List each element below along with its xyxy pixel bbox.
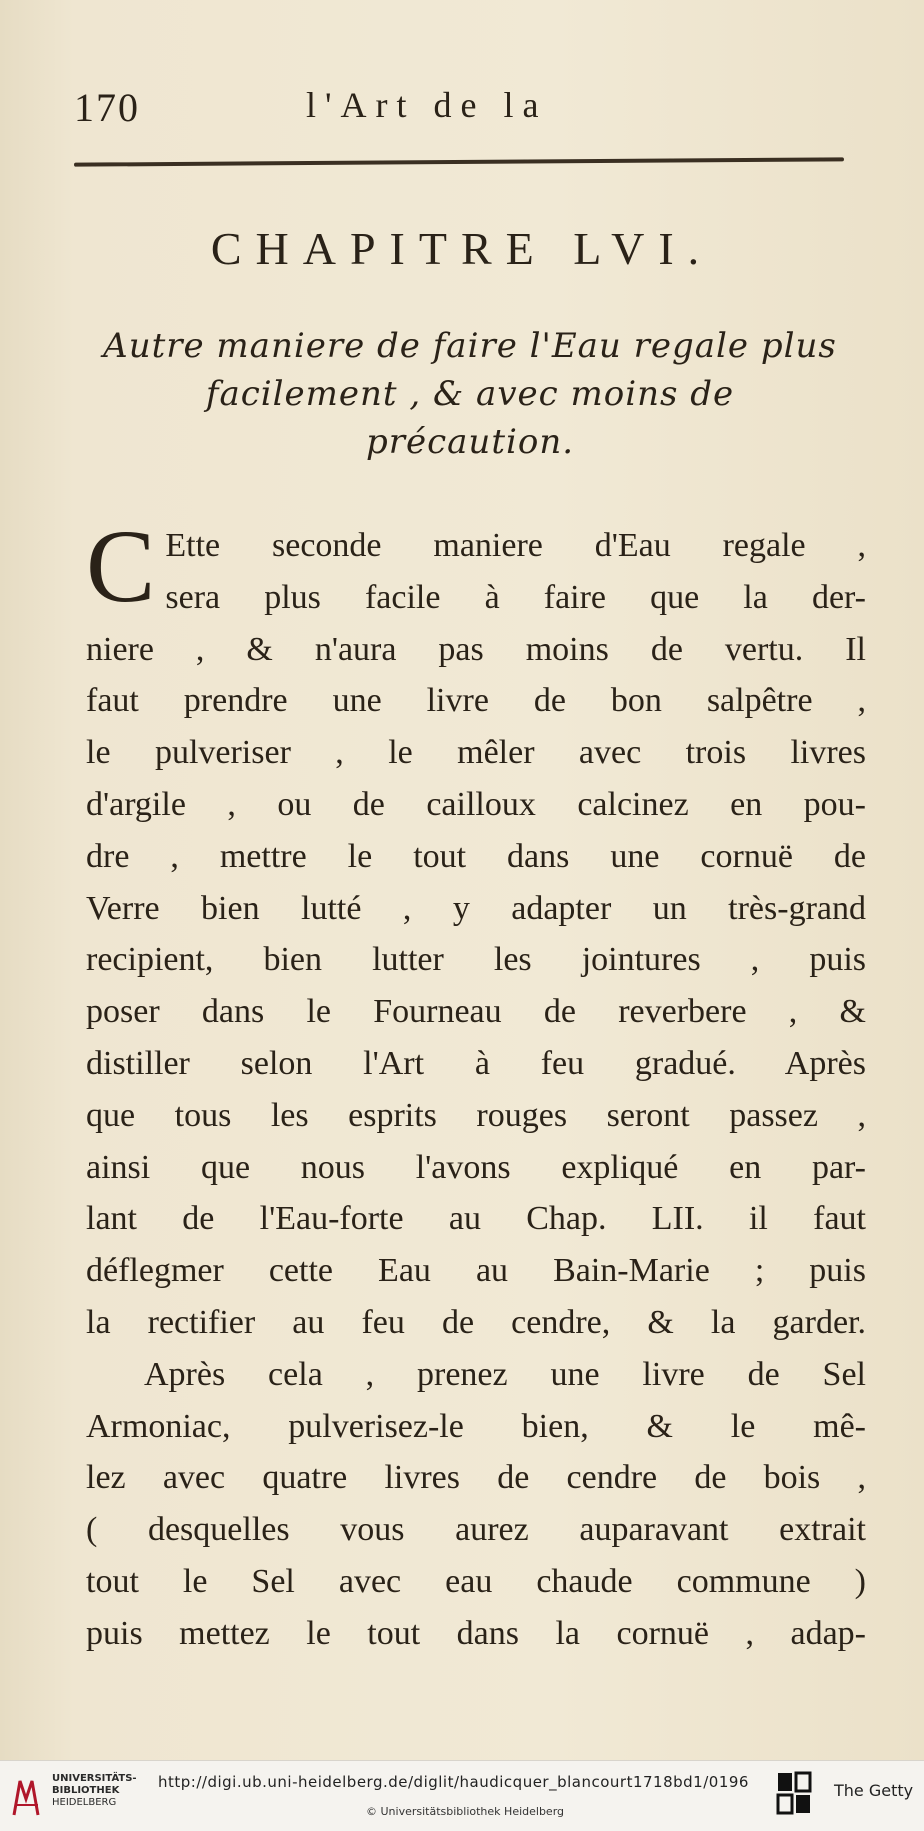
institution-name: UNIVERSITÄTS- BIBLIOTHEK HEIDELBERG	[52, 1773, 137, 1808]
copyright-notice: © Universitätsbibliothek Heidelberg	[366, 1805, 565, 1818]
body-text	[86, 509, 866, 1660]
page-number: 170	[74, 85, 140, 130]
text-line: ainsi que nous l'avons expliqué en par-	[86, 1148, 866, 1186]
text-line: tout le Sel avec eau chaude commune )	[86, 1562, 866, 1600]
text-line: d'argile , ou de cailloux calcinez en pou-	[86, 785, 866, 823]
text-line: recipient, bien lutter les jointures , puis	[86, 941, 866, 979]
viewer-footer	[0, 1760, 924, 1831]
text-line: lez avec quatre livres de cendre de bois ,	[86, 1459, 866, 1497]
text-line: ( desquelles vous aurez auparavant extrait	[86, 1511, 866, 1549]
text-line: poser dans le Fourneau de reverbere , &	[86, 993, 866, 1031]
subtitle-line: Autre maniere de faire l'Eau regale plus	[103, 326, 837, 366]
text-line: la rectifier au feu de cendre, & la garder.	[86, 1303, 866, 1341]
subtitle-line: facilement , & avec moins de	[205, 374, 735, 414]
text-line: lant de l'Eau-forte au Chap. LII. il faut	[86, 1200, 866, 1238]
chapter-subtitle	[90, 322, 850, 466]
university-logo-icon	[10, 1775, 44, 1817]
partner-name: The Getty	[834, 1781, 914, 1800]
text-line: le pulveriser , le mêler avec trois livres	[86, 734, 866, 772]
chapter-title: CHAPITRE LVI.	[210, 223, 714, 274]
text-line: Après cela , prenez une livre de Sel	[144, 1355, 866, 1393]
subtitle-line: précaution.	[365, 422, 575, 462]
text-line: faut prendre une livre de bon salpêtre ,	[86, 682, 866, 720]
permalink-url[interactable]: http://digi.ub.uni-heidelberg.de/diglit/haudicquer_blancourt1718bd1/0196	[158, 1773, 749, 1791]
text-line: niere , & n'aura pas moins de vertu. Il	[86, 630, 866, 668]
text-line: dre , mettre le tout dans une cornuë de	[86, 837, 866, 875]
drop-cap: C	[86, 509, 156, 624]
text-line: distiller selon l'Art à feu gradué. Après	[86, 1044, 866, 1082]
text-line: puis mettez le tout dans la cornuë , adap-	[86, 1614, 866, 1652]
getty-logo-icon	[776, 1771, 812, 1815]
text-line: Verre bien lutté , y adapter un très-grand	[86, 889, 866, 927]
header-rule	[74, 157, 844, 166]
running-title: l'Art de la	[306, 85, 548, 125]
running-head	[74, 84, 874, 134]
text-line: Ette seconde maniere d'Eau regale ,	[165, 527, 866, 564]
text-line: sera plus facile à faire que la der-	[165, 578, 866, 616]
text-line: déflegmer cette Eau au Bain-Marie ; puis	[86, 1252, 866, 1290]
text-line: Armoniac, pulverisez-le bien, & le mê-	[86, 1407, 866, 1445]
text-line: que tous les esprits rouges seront passez ,	[86, 1096, 866, 1134]
